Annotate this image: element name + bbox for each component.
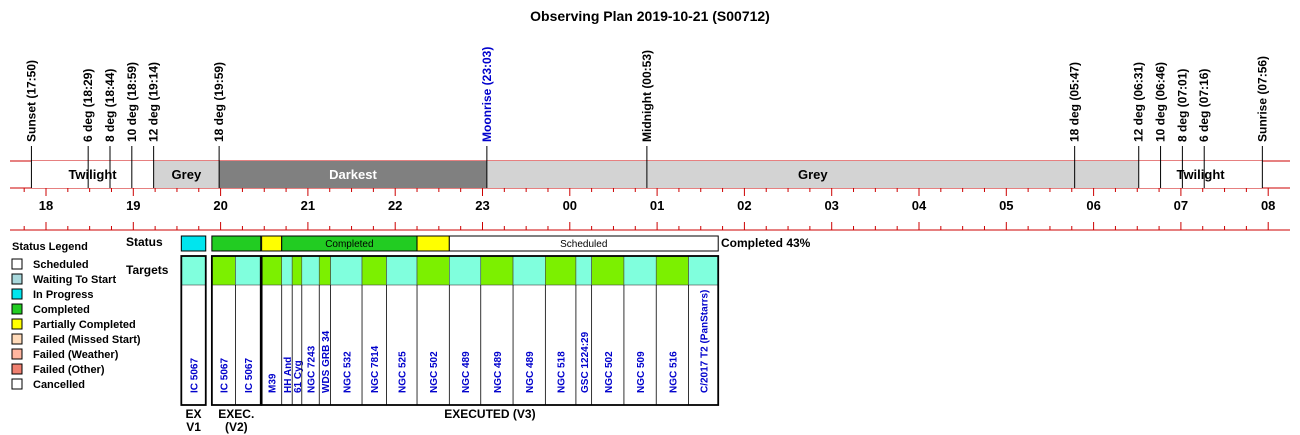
legend-label: Scheduled	[33, 259, 89, 271]
hour-tick-label: 04	[911, 198, 927, 213]
completion-percent: Completed 43%	[721, 236, 811, 250]
target-block	[689, 256, 719, 285]
target-name: NGC 489	[492, 351, 504, 393]
event-label: 12 deg (19:14)	[146, 61, 161, 142]
target-name: NGC 525	[397, 351, 409, 393]
target-name: NGC 516	[668, 351, 680, 393]
target-block	[181, 256, 205, 285]
hour-tick-label: 23	[475, 198, 490, 213]
target-name: NGC 509	[636, 351, 648, 393]
target-block	[545, 256, 576, 285]
status-segment	[181, 236, 205, 251]
legend-label: Failed (Other)	[33, 364, 105, 376]
event-label: 18 deg (19:59)	[212, 61, 227, 142]
target-block	[386, 256, 417, 285]
event-label: Midnight (00:53)	[639, 50, 654, 142]
legend-swatch	[12, 319, 22, 329]
hour-tick-label: 20	[213, 198, 228, 213]
legend-swatch	[12, 349, 22, 359]
target-block	[656, 256, 688, 285]
legend-label: Failed (Missed Start)	[33, 334, 141, 346]
hour-tick-label: 19	[126, 198, 141, 213]
status-segment-label: Completed	[325, 239, 374, 250]
target-block	[417, 256, 449, 285]
legend-swatch	[12, 259, 22, 269]
legend-swatch	[12, 379, 22, 389]
target-block	[302, 256, 319, 285]
legend-swatch	[12, 334, 22, 344]
target-name: NGC 7243	[306, 345, 318, 393]
status-segment-label: Scheduled	[560, 239, 608, 250]
status-segment	[212, 236, 261, 251]
band-label: Grey	[171, 167, 202, 182]
event-label: 6 deg (18:29)	[81, 68, 96, 142]
target-block	[292, 256, 302, 285]
legend-label: Waiting To Start	[33, 274, 117, 286]
hour-tick-label: 00	[562, 198, 578, 213]
legend-label: In Progress	[33, 289, 94, 301]
target-name: GSC 1224:29	[579, 331, 591, 393]
target-name: IC 5067	[244, 357, 256, 393]
hour-tick-label: 01	[649, 198, 665, 213]
plan-title: Observing Plan 2019-10-21 (S00712)	[530, 8, 770, 24]
event-label: 18 deg (05:47)	[1067, 61, 1082, 142]
band-label: Twilight	[68, 167, 117, 182]
target-block	[282, 256, 292, 285]
hour-tick-label: 08	[1260, 198, 1276, 213]
target-block	[212, 256, 236, 285]
target-name: NGC 532	[342, 351, 354, 393]
event-label: 12 deg (06:31)	[1131, 61, 1146, 142]
night-timeline	[10, 47, 1290, 230]
target-block	[576, 256, 592, 285]
target-block	[319, 256, 330, 285]
target-block	[331, 256, 362, 285]
hour-tick-label: 21	[300, 198, 316, 213]
execution-group-label: EX V1	[185, 407, 202, 434]
legend-swatch	[12, 304, 22, 314]
target-name: NGC 489	[461, 351, 473, 393]
status-segment	[262, 236, 282, 251]
target-block	[235, 256, 260, 285]
target-block	[449, 256, 480, 285]
target-name: NGC 502	[429, 351, 441, 393]
target-block	[592, 256, 624, 285]
status-row-label: Status	[126, 235, 163, 249]
target-block	[513, 256, 545, 285]
target-block	[362, 256, 386, 285]
hour-tick-label: 03	[824, 198, 839, 213]
event-label: 8 deg (18:44)	[102, 68, 117, 142]
target-name: NGC 502	[603, 351, 615, 393]
target-name: NGC 489	[525, 351, 537, 393]
event-label: Sunset (17:50)	[24, 59, 39, 142]
target-name: M39	[267, 373, 279, 393]
legend-title: Status Legend	[12, 241, 88, 253]
target-block	[624, 256, 656, 285]
hour-tick-label: 02	[737, 198, 752, 213]
event-label: 6 deg (07:16)	[1197, 68, 1212, 142]
band-label: Grey	[797, 167, 828, 182]
legend-label: Cancelled	[33, 379, 85, 391]
event-label: 10 deg (18:59)	[124, 61, 139, 142]
target-name: IC 5067	[189, 357, 201, 393]
event-label: 10 deg (06:46)	[1153, 61, 1168, 142]
hour-tick-label: 05	[999, 198, 1014, 213]
legend-label: Failed (Weather)	[33, 349, 119, 361]
event-label: 8 deg (07:01)	[1175, 68, 1190, 142]
target-name: HH And	[282, 356, 294, 393]
hour-tick-label: 18	[38, 198, 54, 213]
legend-swatch	[12, 364, 22, 374]
target-name: IC 5067	[219, 357, 231, 393]
target-name: NGC 518	[556, 351, 568, 393]
target-name: C/2017 T2 (PanStarrs)	[699, 289, 711, 393]
status-segment	[417, 236, 449, 251]
target-name: WDS GRB 34	[320, 330, 332, 393]
target-name: NGC 7814	[370, 345, 382, 393]
band-label: Twilight	[1176, 167, 1225, 182]
target-block	[262, 256, 282, 285]
target-plan	[126, 235, 811, 434]
status-legend	[12, 241, 141, 391]
legend-swatch	[12, 274, 22, 284]
legend-label: Completed	[33, 304, 90, 316]
target-block	[481, 256, 513, 285]
hour-tick-label: 07	[1173, 198, 1189, 213]
execution-group-label: EXECUTED (V3)	[444, 407, 536, 421]
execution-group-label: EXEC. (V2)	[218, 407, 255, 434]
legend-label: Partially Completed	[33, 319, 136, 331]
band-label: Darkest	[329, 167, 377, 182]
event-label: Moonrise (23:03)	[479, 46, 494, 142]
event-label: Sunrise (07:56)	[1255, 55, 1270, 142]
hour-tick-label: 22	[387, 198, 403, 213]
hour-tick-label: 06	[1086, 198, 1101, 213]
target-name: 61 Cyg	[292, 360, 304, 393]
legend-swatch	[12, 289, 22, 299]
targets-row-label: Targets	[126, 263, 169, 277]
